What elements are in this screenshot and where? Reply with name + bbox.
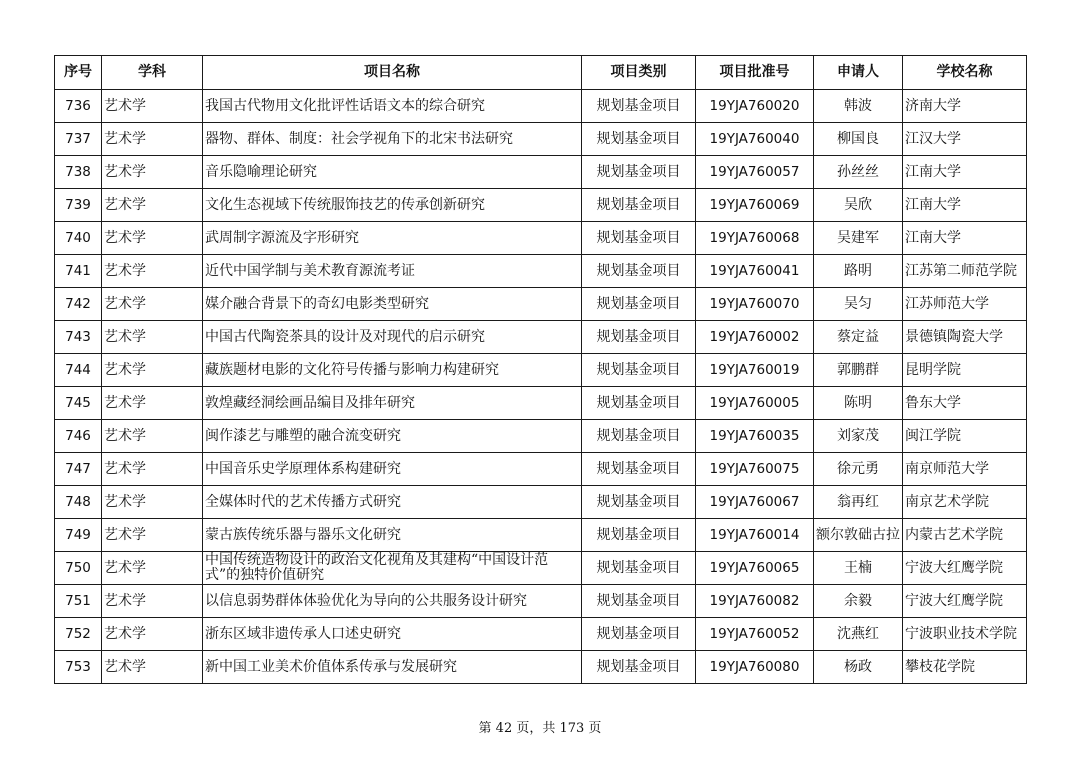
cell-applicant: 吴匀 — [814, 288, 903, 321]
table-header-row — [55, 56, 1027, 90]
cell-school: 江南大学 — [903, 189, 1027, 222]
cell-type: 规划基金项目 — [582, 519, 696, 552]
cell-applicant: 韩波 — [814, 90, 903, 123]
header-code: 项目批准号 — [696, 56, 814, 90]
cell-type: 规划基金项目 — [582, 354, 696, 387]
cell-no: 745 — [55, 387, 102, 420]
table-row — [55, 453, 1027, 486]
cell-title: 中国音乐史学原理体系构建研究 — [203, 453, 582, 486]
cell-type: 规划基金项目 — [582, 651, 696, 684]
header-title: 项目名称 — [203, 56, 582, 90]
table-row — [55, 486, 1027, 519]
cell-applicant: 翁再红 — [814, 486, 903, 519]
cell-school: 江南大学 — [903, 222, 1027, 255]
cell-code: 19YJA760002 — [696, 321, 814, 354]
cell-no: 747 — [55, 453, 102, 486]
cell-title: 我国古代物用文化批评性话语文本的综合研究 — [203, 90, 582, 123]
cell-type: 规划基金项目 — [582, 156, 696, 189]
table-row — [55, 552, 1027, 585]
cell-school: 济南大学 — [903, 90, 1027, 123]
cell-school: 昆明学院 — [903, 354, 1027, 387]
table-row — [55, 618, 1027, 651]
cell-school: 内蒙古艺术学院 — [903, 519, 1027, 552]
cell-applicant: 孙丝丝 — [814, 156, 903, 189]
cell-no: 746 — [55, 420, 102, 453]
cell-code: 19YJA760070 — [696, 288, 814, 321]
cell-no: 742 — [55, 288, 102, 321]
header-subject: 学科 — [102, 56, 203, 90]
cell-subject: 艺术学 — [102, 123, 203, 156]
cell-type: 规划基金项目 — [582, 387, 696, 420]
table-row — [55, 585, 1027, 618]
cell-title: 浙东区域非遗传承人口述史研究 — [203, 618, 582, 651]
cell-applicant: 额尔敦础古拉 — [814, 519, 903, 552]
cell-subject: 艺术学 — [102, 618, 203, 651]
page-number: 第 42 页，共 173 页 — [478, 721, 602, 736]
cell-subject: 艺术学 — [102, 222, 203, 255]
cell-no: 737 — [55, 123, 102, 156]
table-row — [55, 651, 1027, 684]
table-row — [55, 222, 1027, 255]
cell-code: 19YJA760065 — [696, 552, 814, 585]
cell-applicant: 徐元勇 — [814, 453, 903, 486]
table-row — [55, 288, 1027, 321]
cell-title: 藏族题材电影的文化符号传播与影响力构建研究 — [203, 354, 582, 387]
cell-subject: 艺术学 — [102, 156, 203, 189]
cell-code: 19YJA760075 — [696, 453, 814, 486]
header-no: 序号 — [55, 56, 102, 90]
cell-no: 743 — [55, 321, 102, 354]
cell-code: 19YJA760080 — [696, 651, 814, 684]
cell-title: 近代中国学制与美术教育源流考证 — [203, 255, 582, 288]
cell-subject: 艺术学 — [102, 321, 203, 354]
cell-school: 南京师范大学 — [903, 453, 1027, 486]
cell-title: 以信息弱势群体体验优化为导向的公共服务设计研究 — [203, 585, 582, 618]
cell-no: 751 — [55, 585, 102, 618]
cell-type: 规划基金项目 — [582, 255, 696, 288]
cell-type: 规划基金项目 — [582, 420, 696, 453]
cell-subject: 艺术学 — [102, 453, 203, 486]
table-row — [55, 189, 1027, 222]
cell-no: 749 — [55, 519, 102, 552]
cell-school: 江苏师范大学 — [903, 288, 1027, 321]
cell-title: 音乐隐喻理论研究 — [203, 156, 582, 189]
cell-code: 19YJA760067 — [696, 486, 814, 519]
cell-school: 江南大学 — [903, 156, 1027, 189]
cell-applicant: 蔡定益 — [814, 321, 903, 354]
table-row — [55, 387, 1027, 420]
cell-type: 规划基金项目 — [582, 453, 696, 486]
cell-school: 宁波大红鹰学院 — [903, 585, 1027, 618]
cell-type: 规划基金项目 — [582, 222, 696, 255]
cell-subject: 艺术学 — [102, 486, 203, 519]
cell-no: 744 — [55, 354, 102, 387]
cell-code: 19YJA760020 — [696, 90, 814, 123]
cell-applicant: 吴建军 — [814, 222, 903, 255]
cell-code: 19YJA760014 — [696, 519, 814, 552]
cell-school: 景德镇陶瓷大学 — [903, 321, 1027, 354]
cell-type: 规划基金项目 — [582, 486, 696, 519]
cell-no: 748 — [55, 486, 102, 519]
cell-type: 规划基金项目 — [582, 321, 696, 354]
cell-type: 规划基金项目 — [582, 618, 696, 651]
cell-no: 738 — [55, 156, 102, 189]
cell-school: 南京艺术学院 — [903, 486, 1027, 519]
cell-applicant: 王楠 — [814, 552, 903, 585]
table-body — [55, 90, 1027, 684]
cell-code: 19YJA760069 — [696, 189, 814, 222]
cell-subject: 艺术学 — [102, 420, 203, 453]
table-row — [55, 255, 1027, 288]
cell-applicant: 郭鹏群 — [814, 354, 903, 387]
cell-no: 752 — [55, 618, 102, 651]
cell-applicant: 吴欣 — [814, 189, 903, 222]
cell-applicant: 陈明 — [814, 387, 903, 420]
table-row — [55, 123, 1027, 156]
cell-type: 规划基金项目 — [582, 123, 696, 156]
header-type: 项目类别 — [582, 56, 696, 90]
table-row — [55, 321, 1027, 354]
cell-code: 19YJA760035 — [696, 420, 814, 453]
table-row — [55, 519, 1027, 552]
cell-school: 宁波职业技术学院 — [903, 618, 1027, 651]
table-row — [55, 354, 1027, 387]
cell-type: 规划基金项目 — [582, 189, 696, 222]
cell-title: 中国传统造物设计的政治文化视角及其建构“中国设计范式”的独特价值研究 — [203, 552, 582, 585]
cell-code: 19YJA760082 — [696, 585, 814, 618]
cell-no: 739 — [55, 189, 102, 222]
cell-code: 19YJA760041 — [696, 255, 814, 288]
cell-no: 740 — [55, 222, 102, 255]
cell-subject: 艺术学 — [102, 651, 203, 684]
cell-code: 19YJA760068 — [696, 222, 814, 255]
cell-title: 敦煌藏经洞绘画品编目及排年研究 — [203, 387, 582, 420]
cell-title: 媒介融合背景下的奇幻电影类型研究 — [203, 288, 582, 321]
cell-title: 新中国工业美术价值体系传承与发展研究 — [203, 651, 582, 684]
cell-title: 蒙古族传统乐器与器乐文化研究 — [203, 519, 582, 552]
cell-subject: 艺术学 — [102, 519, 203, 552]
table-row — [55, 156, 1027, 189]
cell-no: 741 — [55, 255, 102, 288]
cell-applicant: 刘家茂 — [814, 420, 903, 453]
cell-title: 中国古代陶瓷茶具的设计及对现代的启示研究 — [203, 321, 582, 354]
cell-type: 规划基金项目 — [582, 552, 696, 585]
cell-applicant: 沈燕红 — [814, 618, 903, 651]
cell-school: 鲁东大学 — [903, 387, 1027, 420]
cell-school: 江苏第二师范学院 — [903, 255, 1027, 288]
cell-title: 武周制字源流及字形研究 — [203, 222, 582, 255]
cell-applicant: 杨政 — [814, 651, 903, 684]
cell-title: 闽作漆艺与雕塑的融合流变研究 — [203, 420, 582, 453]
cell-subject: 艺术学 — [102, 90, 203, 123]
header-school: 学校名称 — [903, 56, 1027, 90]
cell-subject: 艺术学 — [102, 189, 203, 222]
cell-school: 闽江学院 — [903, 420, 1027, 453]
header-applicant: 申请人 — [814, 56, 903, 90]
cell-title: 器物、群体、制度：社会学视角下的北宋书法研究 — [203, 123, 582, 156]
cell-title: 全媒体时代的艺术传播方式研究 — [203, 486, 582, 519]
cell-type: 规划基金项目 — [582, 90, 696, 123]
cell-no: 736 — [55, 90, 102, 123]
cell-applicant: 路明 — [814, 255, 903, 288]
cell-school: 攀枝花学院 — [903, 651, 1027, 684]
cell-code: 19YJA760057 — [696, 156, 814, 189]
cell-subject: 艺术学 — [102, 255, 203, 288]
cell-type: 规划基金项目 — [582, 288, 696, 321]
project-table — [54, 55, 1027, 684]
table-row — [55, 420, 1027, 453]
cell-subject: 艺术学 — [102, 552, 203, 585]
cell-applicant: 余毅 — [814, 585, 903, 618]
cell-subject: 艺术学 — [102, 288, 203, 321]
cell-title: 文化生态视域下传统服饰技艺的传承创新研究 — [203, 189, 582, 222]
cell-code: 19YJA760005 — [696, 387, 814, 420]
table-row — [55, 90, 1027, 123]
cell-type: 规划基金项目 — [582, 585, 696, 618]
cell-no: 753 — [55, 651, 102, 684]
cell-subject: 艺术学 — [102, 585, 203, 618]
cell-applicant: 柳国良 — [814, 123, 903, 156]
cell-code: 19YJA760040 — [696, 123, 814, 156]
cell-code: 19YJA760052 — [696, 618, 814, 651]
cell-school: 江汉大学 — [903, 123, 1027, 156]
cell-no: 750 — [55, 552, 102, 585]
cell-school: 宁波大红鹰学院 — [903, 552, 1027, 585]
cell-subject: 艺术学 — [102, 387, 203, 420]
cell-subject: 艺术学 — [102, 354, 203, 387]
cell-code: 19YJA760019 — [696, 354, 814, 387]
